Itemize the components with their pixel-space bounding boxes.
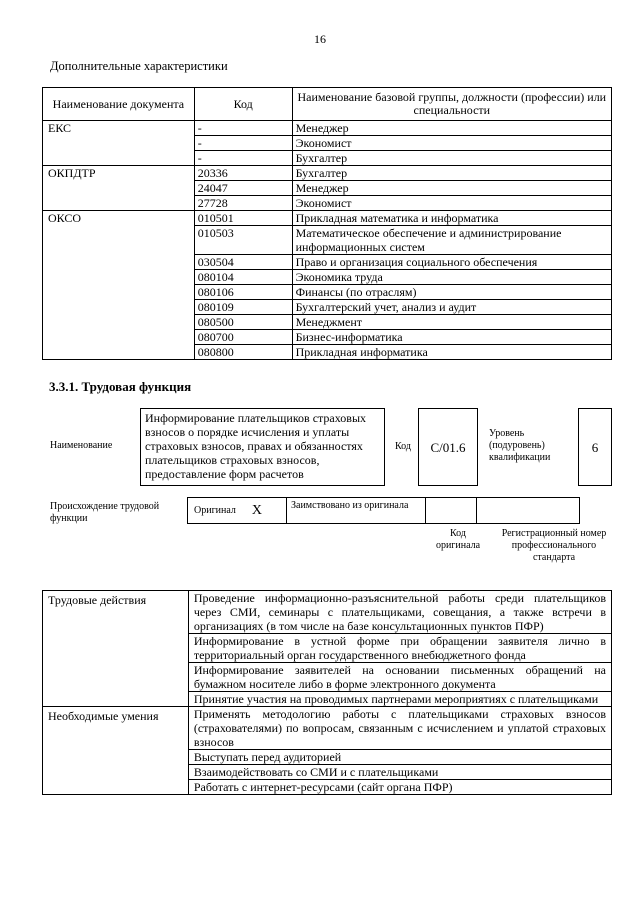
header-code: Код <box>194 88 292 121</box>
name-label: Наименование <box>50 440 113 451</box>
code-cell: 080700 <box>194 330 292 345</box>
document-cell: ОКПДТР <box>43 166 195 211</box>
document-cell: ЕКС <box>43 121 195 166</box>
page-number: 16 <box>314 32 326 46</box>
table-row <box>43 121 612 136</box>
document-cell: ОКСО <box>43 211 195 360</box>
detail-item: Информирование заявителей на основании письменных обращений на бумажном носителе либо в форме электронного документа <box>188 663 611 692</box>
name-cell: Экономист <box>292 136 611 151</box>
code-cell: 080104 <box>194 270 292 285</box>
name-cell: Прикладная информатика <box>292 345 611 360</box>
detail-item: Принятие участия на проводимых партнерами мероприятиях с плательщиками <box>188 692 611 707</box>
table-header-row <box>43 88 612 121</box>
section-heading-cell <box>43 591 189 707</box>
name-cell: Право и организация социального обеспечения <box>292 255 611 270</box>
name-cell: Экономика труда <box>292 270 611 285</box>
name-cell: Бухгалтер <box>292 166 611 181</box>
function-code-box: C/01.6 <box>418 408 478 486</box>
table-row <box>43 211 612 226</box>
function-name-box: Информирование плательщиков страховых взносов о порядке исчисления и уплаты страховых взносов, правах и обязанностях плательщиков страховых взносов, предоставление форм расчетов <box>140 408 385 486</box>
origin-row <box>188 497 580 524</box>
name-cell: Бухгалтер <box>292 151 611 166</box>
detail-item: Информирование в устной форме при обращении заявителя лично в территориальный орган государственного внебюджетного фонда <box>188 634 611 663</box>
detail-item: Работать с интернет-ресурсами (сайт органа ПФР) <box>188 780 611 795</box>
name-cell: Бухгалтерский учет, анализ и аудит <box>292 300 611 315</box>
detail-item: Взаимодействовать со СМИ и с плательщиками <box>188 765 611 780</box>
code-label: Код <box>395 441 411 452</box>
borrowed-cell: Заимствовано из оригинала <box>286 497 426 524</box>
name-cell: Экономист <box>292 196 611 211</box>
detail-item: Применять методологию работы с плательщиками страховых взносов (страхователями) по вопросам, связанным с исчислением и уплатой страховых взносов <box>188 707 611 750</box>
detail-item: Проведение информационно-разъяснительной работы среди плательщиков через СМИ, семинары с плательщиками, совещания, а также встречи в организациях (в том числе на базе консультационных пунктов ПФР) <box>188 591 611 634</box>
code-cell: 030504 <box>194 255 292 270</box>
name-cell: Менеджер <box>292 181 611 196</box>
name-cell: Математическое обеспечение и администрирование информационных систем <box>292 226 611 255</box>
additional-characteristics-table <box>42 87 612 360</box>
table-row <box>43 166 612 181</box>
name-cell: Менеджмент <box>292 315 611 330</box>
table-row <box>43 707 612 750</box>
code-cell: 080106 <box>194 285 292 300</box>
section-heading: Необходимые умения <box>48 709 159 723</box>
detail-item: Выступать перед аудиторией <box>188 750 611 765</box>
code-cell: 080500 <box>194 315 292 330</box>
name-cell: Менеджер <box>292 121 611 136</box>
code-cell: 010501 <box>194 211 292 226</box>
original-code-label: Код оригинала <box>435 528 481 551</box>
qualification-level-box: 6 <box>578 408 612 486</box>
original-label: Оригинал <box>194 504 236 516</box>
code-cell: 080800 <box>194 345 292 360</box>
code-cell: - <box>194 151 292 166</box>
qualification-level-label: Уровень (подуровень) квалификации <box>489 428 551 463</box>
code-cell: 20336 <box>194 166 292 181</box>
original-mark: X <box>251 502 263 518</box>
origin-label: Происхождение трудовой функции <box>50 501 160 524</box>
name-cell: Бизнес-информатика <box>292 330 611 345</box>
section-heading-cell <box>43 707 189 795</box>
code-cell: - <box>194 121 292 136</box>
original-cell <box>187 497 287 524</box>
registration-number-label: Регистрационный номер профессионального стандарта <box>501 528 607 563</box>
code-cell: 080109 <box>194 300 292 315</box>
name-cell: Финансы (по отраслям) <box>292 285 611 300</box>
name-cell: Прикладная математика и информатика <box>292 211 611 226</box>
section-title: 3.3.1. Трудовая функция <box>49 379 192 394</box>
code-cell: - <box>194 136 292 151</box>
code-cell: 27728 <box>194 196 292 211</box>
header-document: Наименование документа <box>43 88 195 121</box>
additional-characteristics-title: Дополнительные характеристики <box>50 59 228 73</box>
code-cell: 010503 <box>194 226 292 255</box>
table-row <box>43 591 612 634</box>
header-name: Наименование базовой группы, должности (профессии) или специальности <box>292 88 611 121</box>
code-cell: 24047 <box>194 181 292 196</box>
section-heading: Трудовые действия <box>48 593 147 607</box>
registration-number-cell <box>476 497 580 524</box>
labor-details-table <box>42 590 612 795</box>
original-code-cell <box>425 497 477 524</box>
